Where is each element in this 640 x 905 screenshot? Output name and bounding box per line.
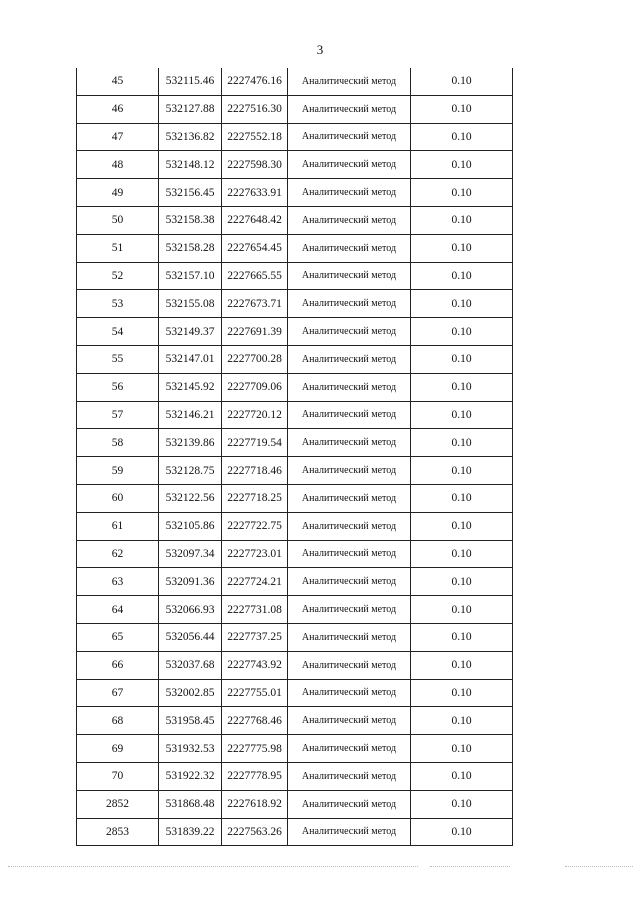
point-number-cell: 70 — [77, 762, 159, 790]
x-coordinate-cell: 532157.10 — [159, 262, 222, 290]
coordinates-table-body — [77, 68, 513, 846]
point-number-cell: 46 — [77, 95, 159, 123]
x-coordinate-cell: 532155.08 — [159, 290, 222, 318]
accuracy-cell: 0.10 — [411, 790, 513, 818]
point-number-cell: 61 — [77, 512, 159, 540]
method-cell: Аналитический метод — [288, 651, 411, 679]
table-row — [77, 790, 513, 818]
x-coordinate-cell: 532066.93 — [159, 596, 222, 624]
y-coordinate-cell: 2227552.18 — [222, 123, 288, 151]
page-number: 3 — [316, 42, 324, 57]
y-coordinate-cell: 2227737.25 — [222, 623, 288, 651]
accuracy-cell: 0.10 — [411, 345, 513, 373]
accuracy-cell: 0.10 — [411, 484, 513, 512]
accuracy-cell: 0.10 — [411, 707, 513, 735]
point-number-cell: 69 — [77, 735, 159, 763]
point-number-cell: 57 — [77, 401, 159, 429]
scan-artifact-line — [430, 866, 510, 867]
x-coordinate-cell: 532127.88 — [159, 95, 222, 123]
x-coordinate-cell: 532122.56 — [159, 484, 222, 512]
point-number-cell: 50 — [77, 206, 159, 234]
accuracy-cell: 0.10 — [411, 290, 513, 318]
x-coordinate-cell: 532148.12 — [159, 151, 222, 179]
point-number-cell: 55 — [77, 345, 159, 373]
method-cell: Аналитический метод — [288, 151, 411, 179]
x-coordinate-cell: 531868.48 — [159, 790, 222, 818]
method-cell: Аналитический метод — [288, 206, 411, 234]
x-coordinate-cell: 532128.75 — [159, 457, 222, 485]
table-row — [77, 179, 513, 207]
accuracy-cell: 0.10 — [411, 234, 513, 262]
method-cell: Аналитический метод — [288, 429, 411, 457]
method-cell: Аналитический метод — [288, 95, 411, 123]
y-coordinate-cell: 2227724.21 — [222, 568, 288, 596]
table-row — [77, 707, 513, 735]
point-number-cell: 51 — [77, 234, 159, 262]
table-row — [77, 151, 513, 179]
accuracy-cell: 0.10 — [411, 540, 513, 568]
method-cell: Аналитический метод — [288, 790, 411, 818]
y-coordinate-cell: 2227654.45 — [222, 234, 288, 262]
y-coordinate-cell: 2227719.54 — [222, 429, 288, 457]
table-row — [77, 512, 513, 540]
table-row — [77, 596, 513, 624]
accuracy-cell: 0.10 — [411, 568, 513, 596]
method-cell: Аналитический метод — [288, 457, 411, 485]
accuracy-cell: 0.10 — [411, 68, 513, 95]
y-coordinate-cell: 2227700.28 — [222, 345, 288, 373]
accuracy-cell: 0.10 — [411, 373, 513, 401]
y-coordinate-cell: 2227673.71 — [222, 290, 288, 318]
x-coordinate-cell: 532145.92 — [159, 373, 222, 401]
y-coordinate-cell: 2227665.55 — [222, 262, 288, 290]
x-coordinate-cell: 531932.53 — [159, 735, 222, 763]
scan-artifact-line — [8, 866, 418, 867]
method-cell: Аналитический метод — [288, 68, 411, 95]
y-coordinate-cell: 2227722.75 — [222, 512, 288, 540]
table-row — [77, 484, 513, 512]
method-cell: Аналитический метод — [288, 262, 411, 290]
point-number-cell: 65 — [77, 623, 159, 651]
method-cell: Аналитический метод — [288, 568, 411, 596]
y-coordinate-cell: 2227691.39 — [222, 318, 288, 346]
x-coordinate-cell: 532002.85 — [159, 679, 222, 707]
table-row — [77, 818, 513, 846]
y-coordinate-cell: 2227755.01 — [222, 679, 288, 707]
point-number-cell: 52 — [77, 262, 159, 290]
table-row — [77, 762, 513, 790]
table-row — [77, 95, 513, 123]
method-cell: Аналитический метод — [288, 540, 411, 568]
table-row — [77, 290, 513, 318]
y-coordinate-cell: 2227775.98 — [222, 735, 288, 763]
x-coordinate-cell: 532156.45 — [159, 179, 222, 207]
table-row — [77, 68, 513, 95]
accuracy-cell: 0.10 — [411, 623, 513, 651]
table-row — [77, 735, 513, 763]
scan-artifact-line — [565, 866, 633, 867]
point-number-cell: 49 — [77, 179, 159, 207]
point-number-cell: 45 — [77, 68, 159, 95]
table-row — [77, 457, 513, 485]
table-row — [77, 679, 513, 707]
x-coordinate-cell: 532147.01 — [159, 345, 222, 373]
x-coordinate-cell: 531839.22 — [159, 818, 222, 846]
x-coordinate-cell: 531958.45 — [159, 707, 222, 735]
y-coordinate-cell: 2227598.30 — [222, 151, 288, 179]
y-coordinate-cell: 2227718.25 — [222, 484, 288, 512]
y-coordinate-cell: 2227563.26 — [222, 818, 288, 846]
table-row — [77, 429, 513, 457]
table-row — [77, 401, 513, 429]
x-coordinate-cell: 532105.86 — [159, 512, 222, 540]
method-cell: Аналитический метод — [288, 290, 411, 318]
point-number-cell: 54 — [77, 318, 159, 346]
method-cell: Аналитический метод — [288, 345, 411, 373]
accuracy-cell: 0.10 — [411, 818, 513, 846]
x-coordinate-cell: 532091.36 — [159, 568, 222, 596]
accuracy-cell: 0.10 — [411, 457, 513, 485]
point-number-cell: 64 — [77, 596, 159, 624]
y-coordinate-cell: 2227516.30 — [222, 95, 288, 123]
table-row — [77, 206, 513, 234]
method-cell: Аналитический метод — [288, 762, 411, 790]
accuracy-cell: 0.10 — [411, 151, 513, 179]
method-cell: Аналитический метод — [288, 818, 411, 846]
accuracy-cell: 0.10 — [411, 318, 513, 346]
point-number-cell: 56 — [77, 373, 159, 401]
accuracy-cell: 0.10 — [411, 206, 513, 234]
point-number-cell: 58 — [77, 429, 159, 457]
table-row — [77, 651, 513, 679]
accuracy-cell: 0.10 — [411, 762, 513, 790]
x-coordinate-cell: 532115.46 — [159, 68, 222, 95]
x-coordinate-cell: 532097.34 — [159, 540, 222, 568]
accuracy-cell: 0.10 — [411, 123, 513, 151]
x-coordinate-cell: 532149.37 — [159, 318, 222, 346]
accuracy-cell: 0.10 — [411, 429, 513, 457]
method-cell: Аналитический метод — [288, 401, 411, 429]
y-coordinate-cell: 2227476.16 — [222, 68, 288, 95]
point-number-cell: 47 — [77, 123, 159, 151]
y-coordinate-cell: 2227618.92 — [222, 790, 288, 818]
accuracy-cell: 0.10 — [411, 679, 513, 707]
accuracy-cell: 0.10 — [411, 651, 513, 679]
table-row — [77, 262, 513, 290]
x-coordinate-cell: 532037.68 — [159, 651, 222, 679]
table-row — [77, 318, 513, 346]
point-number-cell: 2852 — [77, 790, 159, 818]
point-number-cell: 2853 — [77, 818, 159, 846]
y-coordinate-cell: 2227723.01 — [222, 540, 288, 568]
table-row — [77, 345, 513, 373]
table-row — [77, 123, 513, 151]
accuracy-cell: 0.10 — [411, 401, 513, 429]
table-row — [77, 540, 513, 568]
y-coordinate-cell: 2227731.08 — [222, 596, 288, 624]
y-coordinate-cell: 2227648.42 — [222, 206, 288, 234]
y-coordinate-cell: 2227743.92 — [222, 651, 288, 679]
method-cell: Аналитический метод — [288, 179, 411, 207]
accuracy-cell: 0.10 — [411, 179, 513, 207]
x-coordinate-cell: 532136.82 — [159, 123, 222, 151]
point-number-cell: 62 — [77, 540, 159, 568]
method-cell: Аналитический метод — [288, 484, 411, 512]
method-cell: Аналитический метод — [288, 234, 411, 262]
y-coordinate-cell: 2227778.95 — [222, 762, 288, 790]
method-cell: Аналитический метод — [288, 735, 411, 763]
point-number-cell: 53 — [77, 290, 159, 318]
point-number-cell: 48 — [77, 151, 159, 179]
method-cell: Аналитический метод — [288, 318, 411, 346]
x-coordinate-cell: 532158.38 — [159, 206, 222, 234]
x-coordinate-cell: 531922.32 — [159, 762, 222, 790]
table-row — [77, 373, 513, 401]
method-cell: Аналитический метод — [288, 707, 411, 735]
method-cell: Аналитический метод — [288, 596, 411, 624]
coordinates-table — [76, 68, 513, 846]
method-cell: Аналитический метод — [288, 512, 411, 540]
point-number-cell: 59 — [77, 457, 159, 485]
x-coordinate-cell: 532139.86 — [159, 429, 222, 457]
point-number-cell: 60 — [77, 484, 159, 512]
accuracy-cell: 0.10 — [411, 512, 513, 540]
accuracy-cell: 0.10 — [411, 596, 513, 624]
y-coordinate-cell: 2227768.46 — [222, 707, 288, 735]
y-coordinate-cell: 2227718.46 — [222, 457, 288, 485]
table-row — [77, 568, 513, 596]
table-row — [77, 623, 513, 651]
method-cell: Аналитический метод — [288, 373, 411, 401]
method-cell: Аналитический метод — [288, 123, 411, 151]
point-number-cell: 66 — [77, 651, 159, 679]
y-coordinate-cell: 2227633.91 — [222, 179, 288, 207]
x-coordinate-cell: 532146.21 — [159, 401, 222, 429]
x-coordinate-cell: 532158.28 — [159, 234, 222, 262]
x-coordinate-cell: 532056.44 — [159, 623, 222, 651]
accuracy-cell: 0.10 — [411, 95, 513, 123]
y-coordinate-cell: 2227720.12 — [222, 401, 288, 429]
point-number-cell: 63 — [77, 568, 159, 596]
y-coordinate-cell: 2227709.06 — [222, 373, 288, 401]
point-number-cell: 68 — [77, 707, 159, 735]
point-number-cell: 67 — [77, 679, 159, 707]
accuracy-cell: 0.10 — [411, 735, 513, 763]
table-row — [77, 234, 513, 262]
method-cell: Аналитический метод — [288, 623, 411, 651]
accuracy-cell: 0.10 — [411, 262, 513, 290]
method-cell: Аналитический метод — [288, 679, 411, 707]
